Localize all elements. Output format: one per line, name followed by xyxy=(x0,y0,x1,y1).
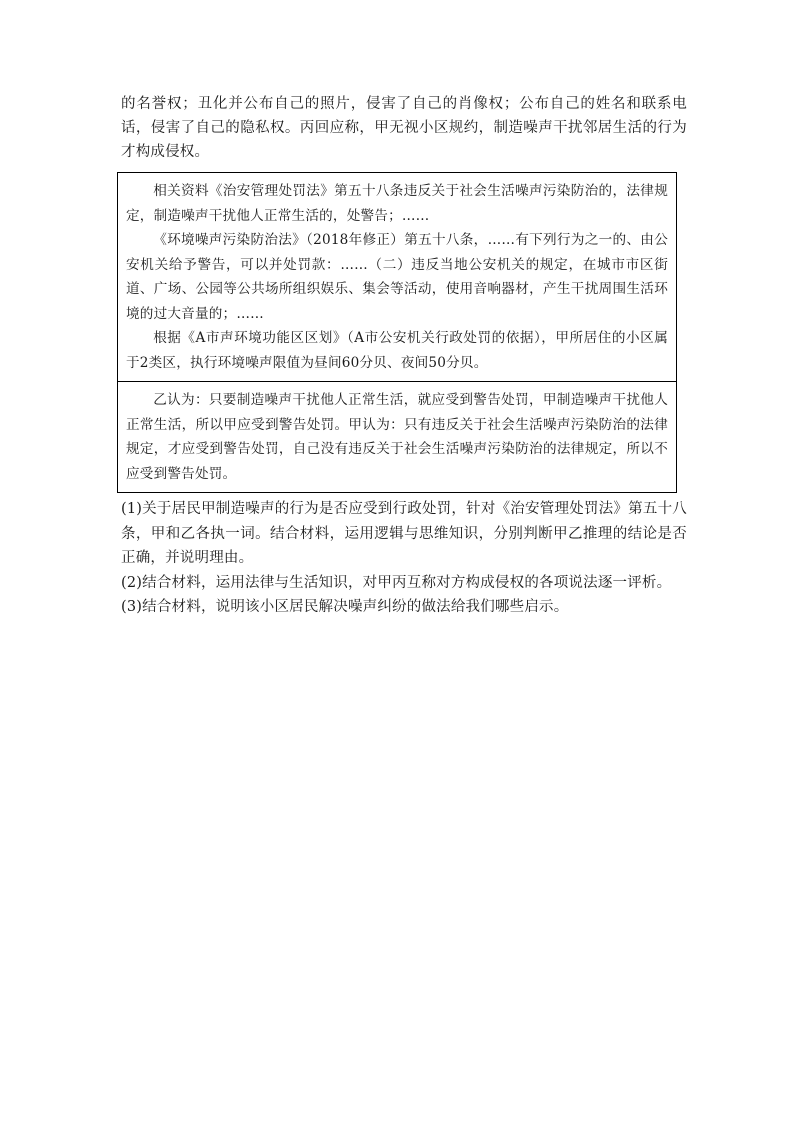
materials-paragraph-1: 相关资料《治安管理处罚法》第五十八条违反关于社会生活噪声污染防治的，法律规定，制造噪声干扰他人正常生活的，处警告；…… xyxy=(126,183,668,224)
materials-box xyxy=(117,172,677,382)
opinions-box xyxy=(117,382,677,493)
question-3: (3)结合材料，说明该小区居民解决噪声纠纷的做法给我们哪些启示。 xyxy=(121,599,569,615)
intro-paragraph: 的名誉权；丑化并公布自己的照片，侵害了自己的肖像权；公布自己的姓名和联系电话，侵害了自己的隐私权。丙回应称，甲无视小区规约，制造噪声干扰邻居生活的行为才构成侵权。 xyxy=(121,96,687,160)
materials-paragraph-3: 根据《A市声环境功能区区划》（A市公安机关行政处罚的依据），甲所居住的小区属于2类区，执行环境噪声限值为昼间60分贝、夜间50分贝。 xyxy=(126,330,668,371)
question-list xyxy=(121,497,687,620)
document-page xyxy=(121,92,687,620)
question-2: (2)结合材料，运用法律与生活知识，对甲丙互称对方构成侵权的各项说法逐一评析。 xyxy=(121,574,672,591)
materials-paragraph-2: 《环境噪声污染防治法》（2018年修正）第五十八条，……有下列行为之一的、由公安机关给予警告，可以并处罚款：……（二）违反当地公安机关的规定，在城市市区街道、广场、公园等公共场所组织娱乐、集会等活动，使用音响器材，产生干扰周围生活环境的过大音量的；…… xyxy=(126,232,668,322)
opinions-paragraph: 乙认为：只要制造噪声干扰他人正常生活，就应受到警告处罚，甲制造噪声干扰他人正常生活，所以甲应受到警告处罚。甲认为：只有违反关于社会生活噪声污染防治的法律规定，才应受到警告处罚，自己没有违反关于社会生活噪声污染防治的法律规定，所以不应受到警告处罚。 xyxy=(126,392,668,482)
question-1: (1)关于居民甲制造噪声的行为是否应受到行政处罚，针对《治安管理处罚法》第五十八条，甲和乙各执一词。结合材料，运用逻辑与思维知识，分别判断甲乙推理的结论是否正确，并说明理由。 xyxy=(121,501,687,566)
